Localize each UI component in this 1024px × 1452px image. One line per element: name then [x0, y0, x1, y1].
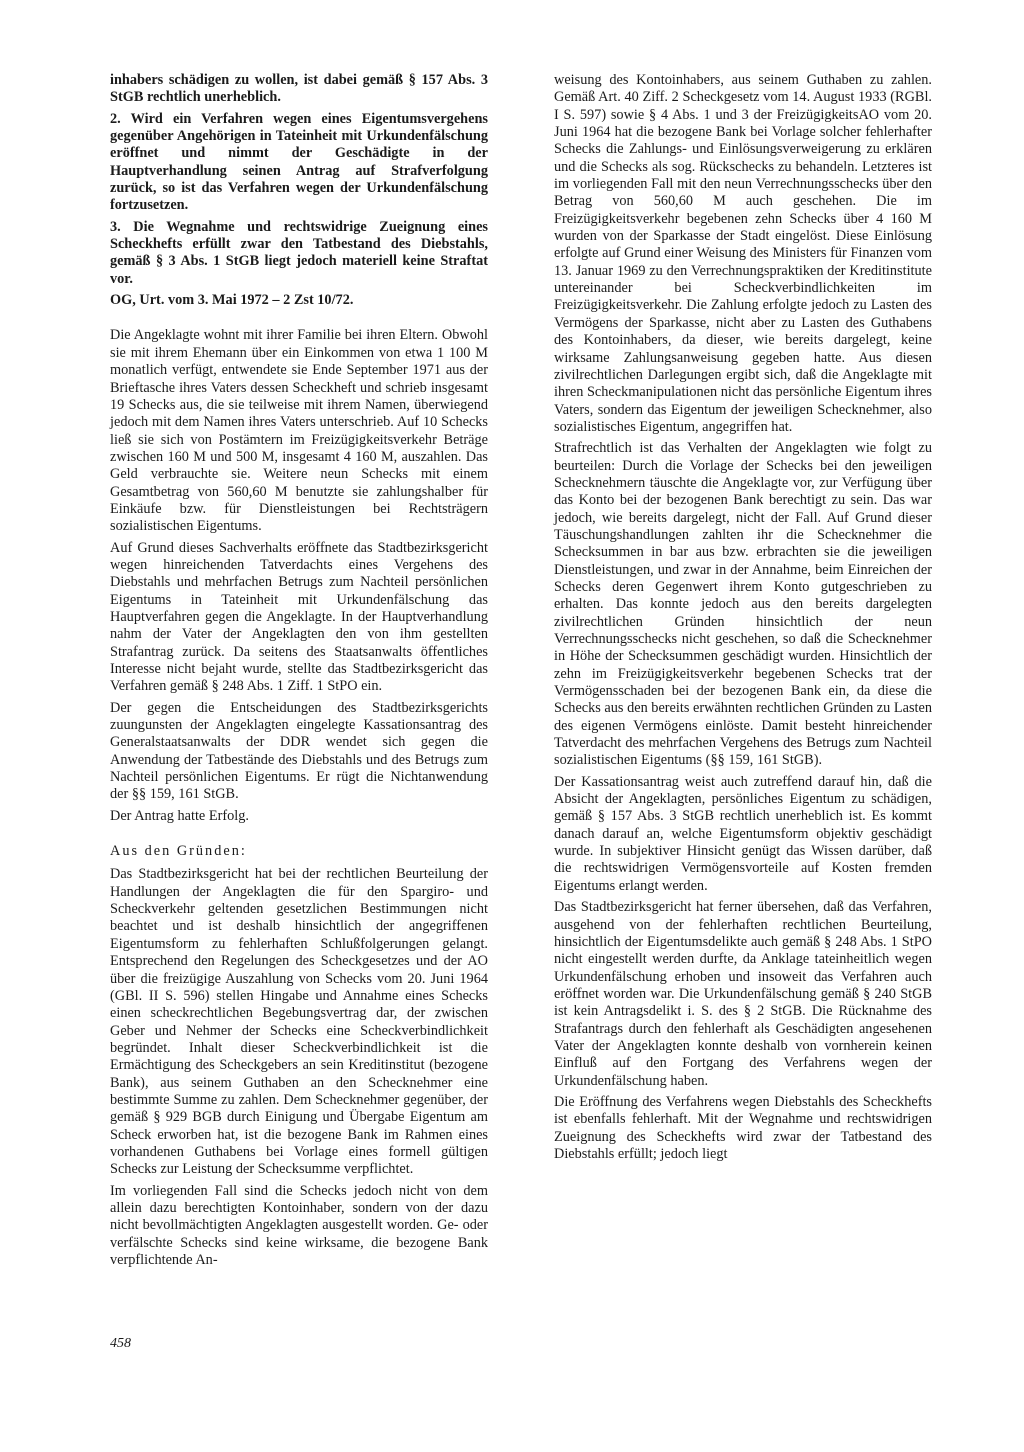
headnote-paragraph: 2. Wird ein Verfahren wegen eines Eigentumsvergehens gegenüber Angehörigen in Tateinheit mit Urkundenfälschung eröffnet und nimmt der Geschädigte in der Hauptverhandlung seinen Antrag auf Strafverfolgung zurück, so ist das Verfahren wegen der Urkundenfälschung fortzusetzen.	[110, 110, 488, 214]
body-paragraph: Der gegen die Entscheidungen des Stadtbezirksgerichts zuungunsten der Angeklagten eingelegte Kassationsantrag des Generalstaatsanwalts der DDR wendet sich gegen die Anwendung der Tatbestände des Diebstahls und des Betrugs zum Nachteil persönlichen Eigentums. Er rügt die Nichtanwendung der §§ 159, 161 StGB.	[110, 699, 488, 803]
body-paragraph: Auf Grund dieses Sachverhalts eröffnete das Stadtbezirksgericht wegen hinreichenden Tatverdachts eines Vergehens des Diebstahls und mehrfachen Betrugs zum Nachteil persönlichen Eigentums in Tateinheit mit Urkundenfälschung das Hauptverfahren gegen die Angeklagte. In der Hauptverhandlung nahm der Vater der Angeklagten den von ihm gestellten Strafantrag zurück. Da seitens des Staatsanwalts öffentliches Interesse nicht bejaht wurde, stellte das Stadtbezirksgericht das Verfahren gemäß § 248 Abs. 1 Ziff. 1 StPO ein.	[110, 539, 488, 695]
body-paragraph: Im vorliegenden Fall sind die Schecks jedoch nicht von dem allein dazu berechtigten Kontoinhaber, sondern von der dazu nicht bevollmächtigten Angeklagten ausgestellt worden. Ge- oder verfälschte Schecks sind keine wirksame, die bezogene Bank verpflichtende An-	[110, 1182, 488, 1268]
body-paragraph: weisung des Kontoinhabers, aus seinem Guthaben zu zahlen. Gemäß Art. 40 Ziff. 2 Scheckgesetz vom 14. August 1933 (RGBl. I S. 597) sowie § 4 Abs. 1 und 3 der FreizügigkeitsAO vom 20. Juni 1964 hat die bezogene Bank bei Vorlage solcher fehlerhafter Schecks die Zahlungs- und Einlösungsverweigerung zu erklären und die Schecks als sog. Rückschecks zu behandeln. Letzteres ist im vorliegenden Fall mit den neun Verrechnungsschecks über den Betrag von 560,60 M auch geschehen. Die im Freizügigkeitsverkehr begebenen zehn Schecks über 4 160 M wurden von der Sparkasse der Stadt eingelöst. Diese Einlösung erfolgte auf Grund einer Weisung des Ministers für Finanzen vom 13. Januar 1969 zu den Verrechnungspraktiken der Kreditinstitute untereinander bei Scheckverbindlichkeiten im Freizügigkeitsverkehr. Die Zahlung erfolgte jedoch zu Lasten des Vermögens der Sparkasse, nicht aber zu Lasten des Guthabens des Kontoinhabers, da dieser, wie bereits dargelegt, keine wirksame Zahlungsanweisung gegeben hatte. Aus diesen zivilrechtlichen Darlegungen ergibt sich, daß die Angeklagte mit ihren Scheckmanipulationen nicht das persönliche Eigentum ihres Vaters, sondern das Eigentum der jeweiligen Schecknehmer, also sozialistisches Eigentum, angegriffen hat.	[554, 72, 932, 435]
body-paragraph: Strafrechtlich ist das Verhalten der Angeklagten wie folgt zu beurteilen: Durch die Vorlage der Schecks bei den jeweiligen Schecknehmern täuschte die Angeklagte vor, zur Verfügung über das Konto bei der bezogenen Bank berechtigt zu sein. Das war jedoch, wie bereits dargelegt, nicht der Fall. Auf Grund dieser Täuschungshandlungen zahlten ihr die Schecknehmer die Schecksummen in bar aus bzw. erbrachten sie die jeweiligen Dienstleistungen, und zwar in der Annahme, beim Einreichen der Schecks deren Gegenwert ihrem Konto gutgeschrieben zu erhalten. Das konnte jedoch aus den bereits dargelegten zivilrechtlichen Gründen hinsichtlich der neun Verrechnungsschecks nicht geschehen, so daß die Schecknehmer in Höhe der Schecksummen geschädigt wurden. Hinsichtlich der zehn im Freizügigkeitsverkehr begebenen Schecks trat der Vermögensschaden bei der bezogenen Bank ein, da diese die Schecks aus den bereits erwähnten rechtlichen Gründen zu Lasten des eigenen Vermögens einlöste. Damit besteht hinreichender Tatverdacht des mehrfachen Vergehens des Betrugs zum Nachteil sozialistischen Eigentums (§§ 159, 161 StGB).	[554, 440, 932, 769]
body-paragraph: Das Stadtbezirksgericht hat bei der rechtlichen Beurteilung der Handlungen der Angeklagten die für den Spargiro- und Scheckverkehr geltenden gesetzlichen Bestimmungen nicht beachtet und ist deshalb hinsichtlich der angegriffenen Eigentumsform zu fehlerhaften Schlußfolgerungen gelangt. Entsprechend den Regelungen des Scheckgesetzes und der AO über die freizügige Auszahlung von Schecks vom 20. Juni 1964 (GBl. II S. 596) stellen Hingabe und Annahme eines Schecks einen scheckrechtlichen Begebungsvertrag dar, der zwischen Geber und Nehmer der Schecks eine Scheckverbindlichkeit begründet. Inhalt dieser Scheckverbindlichkeit ist die Ermächtigung des Scheckgebers an sein Kreditinstitut (bezogene Bank), aus seinem Guthaben an den Schecknehmer eine bestimmte Summe zu zahlen. Dem Schecknehmer gegenüber, der gemäß § 929 BGB durch Einigung und Übergabe Eigentum am Scheck erworben hat, ist die bezogene Bank im Rahmen eines vorhandenen Guthabens bei Vorlage eines formell gültigen Schecks zur Leistung der Schecksumme verpflichtet.	[110, 866, 488, 1178]
page-number: 458	[110, 1336, 131, 1351]
body-paragraph: Die Eröffnung des Verfahrens wegen Diebstahls des Scheckhefts ist ebenfalls fehlerhaft. Mit der Wegnahme und rechtswidrigen Zueignung des Scheckhefts wird zwar der Tatbestand des Diebstahls erfüllt; jedoch liegt	[554, 1093, 932, 1162]
headnote-paragraph: inhabers schädigen zu wollen, ist dabei gemäß § 157 Abs. 3 StGB rechtlich unerheblich.	[110, 72, 488, 106]
headnote-paragraph: OG, Urt. vom 3. Mai 1972 – 2 Zst 10/72.	[110, 292, 354, 309]
section-heading: Aus den Gründen:	[110, 843, 247, 860]
right-column	[554, 72, 932, 1167]
body-paragraph: Das Stadtbezirksgericht hat ferner übersehen, daß das Verfahren, ausgehend von der fehlerhaften rechtlichen Beurteilung, hinsichtlich der Eigentumsdelikte auch gemäß § 248 Abs. 1 StPO nicht eingestellt werden durfte, da Anklage tateinheitlich wegen Urkundenfälschung erhoben und insoweit das Verfahren auch eröffnet worden war. Die Urkundenfälschung gemäß § 240 StGB ist kein Antragsdelikt i. S. des § 2 StGB. Die Rücknahme des Strafantrags durch den fehlerhaft als Geschädigten angesehenen Vater der Angeklagten konnte deshalb von vornherein keinen Einfluß auf den Fortgang des Verfahrens wegen der Urkundenfälschung haben.	[554, 899, 932, 1089]
body-paragraph: Der Antrag hatte Erfolg.	[110, 807, 249, 824]
body-paragraph: Die Angeklagte wohnt mit ihrer Familie bei ihren Eltern. Obwohl sie mit ihrem Ehemann über ein Einkommen von etwa 1 100 M monatlich verfügt, entwendete sie Ende September 1971 aus der Brieftasche ihres Vaters dessen Scheckheft und schrieb insgesamt 19 Schecks aus, die sie teilweise mit ihrem Namen, überwiegend jedoch mit dem Namen ihres Vaters unterschrieb. Auf 10 Schecks ließ sie sich von Postämtern im Freizügigkeitsverkehr Beträge zwischen 160 M und 500 M, insgesamt 4 160 M, auszahlen. Das Geld verbrauchte sie. Weitere neun Schecks mit einem Gesamtbetrag von 560,60 M benutzte sie zahlungshalber für Einkäufe bzw. für Dienstleistungen bei Rechtsträgern sozialistischen Eigentums.	[110, 327, 488, 535]
headnote-paragraph: 3. Die Wegnahme und rechtswidrige Zueignung eines Scheckhefts erfüllt zwar den Tatbestand des Diebstahls, gemäß § 3 Abs. 1 StGB liegt jedoch materiell keine Straftat vor.	[110, 218, 488, 287]
body-paragraph: Der Kassationsantrag weist auch zutreffend darauf hin, daß die Absicht der Angeklagten, persönliches Eigentum zu schädigen, gemäß § 157 Abs. 3 StGB rechtlich unerheblich ist. Es kommt danach darauf an, welche Eigentumsform objektiv geschädigt wurde. In subjektiver Hinsicht genügt das Wissen darüber, daß die rechtswidrigen Vermögensvorteile auf Kosten fremden Eigentums erlangt werden.	[554, 773, 932, 894]
left-column	[110, 72, 488, 1273]
